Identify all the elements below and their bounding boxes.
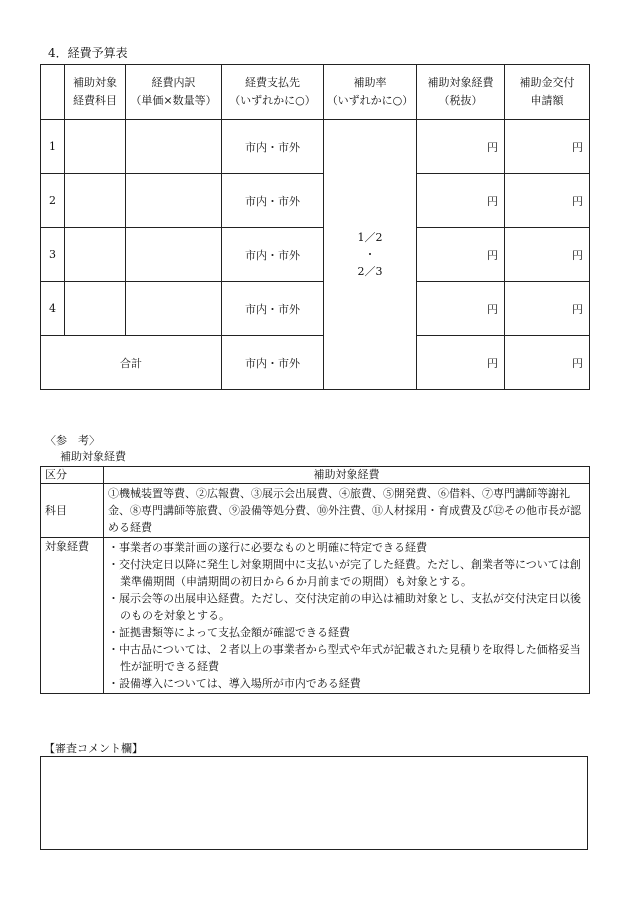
- subject-cell[interactable]: [65, 174, 126, 228]
- reference-col-expense: 補助対象経費: [104, 467, 590, 484]
- target-item: ・中古品については、２者以上の事業者から型式や年式が記載された見積りを取得した価格妥当性が証明できる経費: [108, 643, 581, 673]
- reference-label: 〈参 考〉: [45, 434, 100, 447]
- reference-header-row: [41, 467, 590, 484]
- total-grant-amount-cell[interactable]: 円: [505, 336, 590, 390]
- payee-cell[interactable]: 市内・市外: [222, 228, 324, 282]
- target-item: ・交付決定日以降に発生し対象期間中に支払いが完了した経費。ただし、創業者等については創業準備期間（申請期間の初日から６か月前までの期間）も対象とする。: [108, 558, 581, 588]
- target-item: ・事業者の事業計画の遂行に必要なものと明確に特定できる経費: [108, 541, 427, 554]
- subjects-text: ①機械装置等費、②広報費、③展示会出展費、④旅費、⑤開発費、⑥借料、⑦専門講師等謝礼金、⑧専門講師等旅費、⑨設備等処分費、⑩外注費、⑪人材採用・育成費及び⑫その他市長が認める経費: [104, 484, 590, 538]
- header-payee: 経費支払先 （いずれかに○）: [222, 65, 324, 120]
- eligible-cost-cell[interactable]: 円: [417, 174, 505, 228]
- rate-cell[interactable]: [324, 120, 417, 390]
- header-number: [41, 65, 65, 120]
- targets-list: [104, 538, 589, 693]
- breakdown-cell[interactable]: [126, 282, 222, 336]
- budget-row: [41, 174, 590, 228]
- reference-targets-row: [41, 538, 590, 694]
- targets-cell: [104, 538, 590, 694]
- row-number: 1: [41, 120, 65, 174]
- rate-two-thirds: 2／3: [357, 265, 383, 278]
- reference-subjects-row: [41, 484, 590, 538]
- eligible-cost-cell[interactable]: 円: [417, 120, 505, 174]
- grant-amount-cell[interactable]: 円: [505, 120, 590, 174]
- row-number: 3: [41, 228, 65, 282]
- target-item: ・証拠書類等によって支払金額が確認できる経費: [108, 626, 350, 639]
- subjects-label: 科目: [41, 484, 104, 538]
- reference-table: [40, 466, 590, 694]
- budget-row: [41, 282, 590, 336]
- total-label: 合計: [41, 336, 222, 390]
- subject-cell[interactable]: [65, 228, 126, 282]
- breakdown-cell[interactable]: [126, 174, 222, 228]
- budget-table: [40, 64, 590, 390]
- eligible-cost-cell[interactable]: 円: [417, 228, 505, 282]
- reference-subtitle: 補助対象経費: [60, 450, 126, 463]
- budget-header-row: [41, 65, 590, 120]
- budget-row: [41, 228, 590, 282]
- header-rate: 補助率 （いずれかに○）: [324, 65, 417, 120]
- total-eligible-cost-cell[interactable]: 円: [417, 336, 505, 390]
- reference-col-category: 区分: [41, 467, 104, 484]
- header-subject: 補助対象 経費科目: [65, 65, 126, 120]
- grant-amount-cell[interactable]: 円: [505, 228, 590, 282]
- rate-separator: ・: [364, 248, 376, 261]
- section-title: 4．経費予算表: [48, 46, 128, 60]
- grant-amount-cell[interactable]: 円: [505, 282, 590, 336]
- comment-title: 【審査コメント欄】: [44, 742, 143, 755]
- subject-cell[interactable]: [65, 120, 126, 174]
- payee-cell[interactable]: 市内・市外: [222, 174, 324, 228]
- eligible-cost-cell[interactable]: 円: [417, 282, 505, 336]
- breakdown-cell[interactable]: [126, 228, 222, 282]
- target-item: ・設備導入については、導入場所が市内である経費: [108, 677, 361, 690]
- payee-cell[interactable]: 市内・市外: [222, 120, 324, 174]
- target-item: ・展示会等の出展申込経費。ただし、交付決定前の申込は補助対象とし、支払が交付決定日以後のものを対象とする。: [108, 592, 581, 622]
- comment-box[interactable]: [40, 756, 588, 850]
- total-payee-cell[interactable]: 市内・市外: [222, 336, 324, 390]
- budget-row: [41, 120, 590, 174]
- targets-label: 対象経費: [41, 538, 104, 694]
- row-number: 2: [41, 174, 65, 228]
- rate-half: 1／2: [357, 231, 383, 244]
- grant-amount-cell[interactable]: 円: [505, 174, 590, 228]
- breakdown-cell[interactable]: [126, 120, 222, 174]
- subject-cell[interactable]: [65, 282, 126, 336]
- header-grant-amount: 補助金交付 申請額: [505, 65, 590, 120]
- payee-cell[interactable]: 市内・市外: [222, 282, 324, 336]
- budget-total-row: [41, 336, 590, 390]
- row-number: 4: [41, 282, 65, 336]
- header-eligible-cost: 補助対象経費 （税抜）: [417, 65, 505, 120]
- header-breakdown: 経費内訳 （単価×数量等）: [126, 65, 222, 120]
